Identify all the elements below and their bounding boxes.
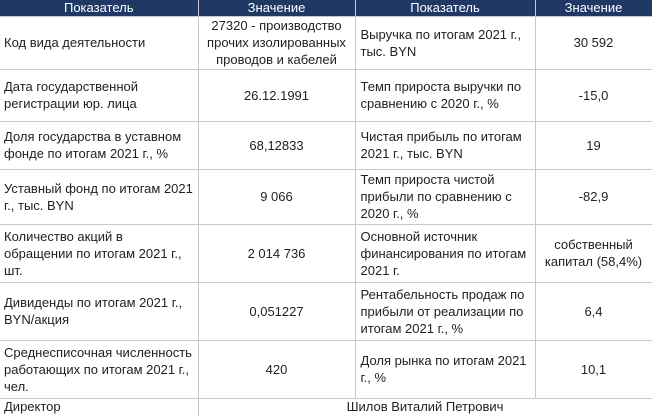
sales-profitability-label: Рентабельность продаж по прибыли от реализации по итогам 2021 г., % <box>355 282 535 340</box>
director-row <box>0 398 652 416</box>
table-row <box>0 224 652 282</box>
registration-date-label: Дата государственной регистрации юр. лица <box>0 69 198 121</box>
headcount-label: Среднесписочная численность работающих по итогам 2021 г., чел. <box>0 340 198 398</box>
header-indicator-right: Показатель <box>355 0 535 16</box>
table-row <box>0 121 652 169</box>
activity-code-value: 27320 - производство прочих изолированных проводов и кабелей <box>198 16 355 69</box>
net-profit-value: 19 <box>535 121 652 169</box>
table-row <box>0 340 652 398</box>
activity-code-label: Код вида деятельности <box>0 16 198 69</box>
header-indicator-left: Показатель <box>0 0 198 16</box>
net-profit-label: Чистая прибыль по итогам 2021 г., тыс. BYN <box>355 121 535 169</box>
dividends-label: Дивиденды по итогам 2021 г., BYN/акция <box>0 282 198 340</box>
authorized-capital-value: 9 066 <box>198 169 355 224</box>
net-profit-growth-label: Темп прироста чистой прибыли по сравнению с 2020 г., % <box>355 169 535 224</box>
dividends-value: 0,051227 <box>198 282 355 340</box>
registration-date-value: 26.12.1991 <box>198 69 355 121</box>
table-row <box>0 69 652 121</box>
shares-outstanding-label: Количество акций в обращении по итогам 2021 г., шт. <box>0 224 198 282</box>
market-share-label: Доля рынка по итогам 2021 г., % <box>355 340 535 398</box>
revenue-growth-label: Темп прироста выручки по сравнению с 2020 г., % <box>355 69 535 121</box>
market-share-value: 10,1 <box>535 340 652 398</box>
director-role-label: Директор <box>0 398 198 416</box>
header-value-right: Значение <box>535 0 652 16</box>
net-profit-growth-value: -82,9 <box>535 169 652 224</box>
revenue-value: 30 592 <box>535 16 652 69</box>
shares-outstanding-value: 2 014 736 <box>198 224 355 282</box>
table-row <box>0 282 652 340</box>
table-header-row <box>0 0 652 16</box>
header-value-left: Значение <box>198 0 355 16</box>
headcount-value: 420 <box>198 340 355 398</box>
funding-source-value: собственный капитал (58,4%) <box>535 224 652 282</box>
state-share-value: 68,12833 <box>198 121 355 169</box>
revenue-growth-value: -15,0 <box>535 69 652 121</box>
state-share-label: Доля государства в уставном фонде по итогам 2021 г., % <box>0 121 198 169</box>
table-row <box>0 169 652 224</box>
sales-profitability-value: 6,4 <box>535 282 652 340</box>
director-name: Шилов Виталий Петрович <box>198 398 652 416</box>
table-row <box>0 16 652 69</box>
funding-source-label: Основной источник финансирования по итогам 2021 г. <box>355 224 535 282</box>
authorized-capital-label: Уставный фонд по итогам 2021 г., тыс. BYN <box>0 169 198 224</box>
revenue-label: Выручка по итогам 2021 г., тыс. BYN <box>355 16 535 69</box>
